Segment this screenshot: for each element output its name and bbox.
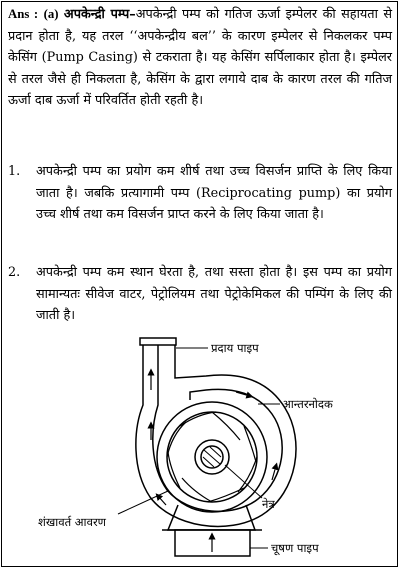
- list-number: 1.: [8, 164, 21, 179]
- intro-text: अपकेन्द्री पम्प को गतिज ऊर्जा इम्पेलर की सहायता से प्रदान होता है, यह तरल ‘‘अपकेन्द्रीय बल’’ के कारण इम्पेलर से निकलकर पम्प केसिंग (Pump Casing) से टकराता है। यह केसिंग सर्पिलाकार होता है। इम्पेलर से तरल जैसे ही निकलता है, केसिंग के द्वारा लगाये दाब के कारण तरल की गतिज ऊर्जा दाब ऊर्जा में परिवर्तित होती रहती है।: [8, 7, 392, 108]
- list-text: अपकेन्द्री पम्प कम स्थान घेरता है, तथा सस्ता होता है। इस पम्प का प्रयोग सामान्यतः सीवेज वाटर, पेट्रोलियम तथा पेट्रोकेमिकल की पम्पिंग के लिए की जाती है।: [36, 265, 392, 323]
- delivery-pipe-label: प्रदाय पाइप: [211, 341, 259, 355]
- ans-label: Ans :: [8, 7, 39, 21]
- topic-heading: अपकेन्द्री पम्प–: [63, 7, 136, 22]
- casing-label: शंखावर्त आवरण: [38, 515, 106, 529]
- eye-label: नेत्र: [262, 497, 275, 511]
- list-text: अपकेन्द्री पम्प का प्रयोग कम शीर्ष तथा उच्च विसर्जन प्राप्ति के लिए किया जाता है। जबकि प्रत्यागामी पम्प (Reciprocating pump) का प्रयोग उच्च शीर्ष तथा कम विसर्जन प्राप्त करने के लिए किया जाता है।: [36, 164, 392, 222]
- impeller-label: आन्तरनोदक: [282, 397, 333, 411]
- part-label: (a): [43, 7, 59, 21]
- list-number: 2.: [8, 265, 21, 280]
- suction-pipe-label: चूषण पाइप: [271, 541, 319, 555]
